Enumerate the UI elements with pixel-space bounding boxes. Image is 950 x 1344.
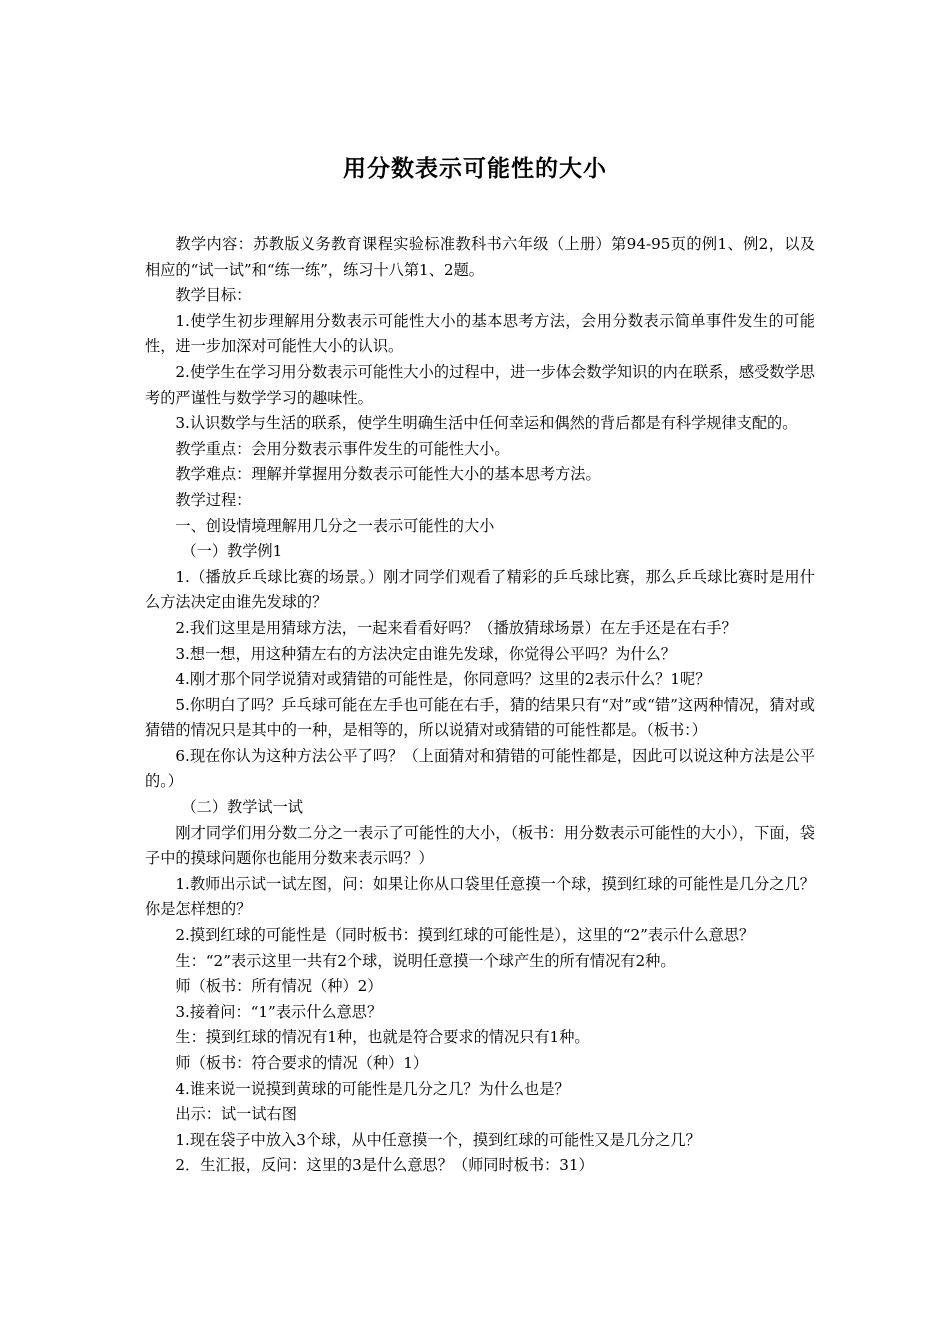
paragraph: 5.你明白了吗？乒乓球可能在左手也可能在右手，猜的结果只有“对”或“错”这两种情况，猜对或猜错的情况只是其中的一种，是相等的，所以说猜对或猜错的可能性都是。（板书：） [145, 695, 815, 740]
paragraph: 出示：试一试右图 [175, 1105, 297, 1124]
paragraph: 6.现在你认为这种方法公平了吗？（上面猜对和猜错的可能性都是，因此可以说这种方法是公平的。） [145, 746, 815, 791]
paragraph: 刚才同学们用分数二分之一表示了可能性的大小，（板书：用分数表示可能性的大小），下面，袋子中的摸球问题你也能用分数来表示吗？） [145, 823, 815, 868]
paragraph: 一、创设情境理解用几分之一表示可能性的大小 [175, 516, 495, 535]
paragraph: 1.（播放乒乓球比赛的场景。）刚才同学们观看了精彩的乒乓球比赛，那么乒乓球比赛时是用什么方法决定由谁先发球的？ [145, 567, 815, 612]
paragraph: 1.教师出示试一试左图，问：如果让你从口袋里任意摸一个球，摸到红球的可能性是几分之几？你是怎样想的？ [145, 874, 815, 919]
paragraph: 1.现在袋子中放入3个球，从中任意摸一个，摸到红球的可能性又是几分之几？ [175, 1130, 701, 1149]
paragraph: 教学难点：理解并掌握用分数表示可能性大小的基本思考方法。 [175, 465, 601, 484]
paragraph: 2.我们这里是用猜球方法，一起来看看好吗？（播放猜球场景）在左手还是在右手？ [175, 618, 737, 637]
paragraph: 生：摸到红球的情况有1种，也就是符合要求的情况只有1种。 [175, 1028, 590, 1047]
paragraph: 师（板书：所有情况（种）2） [175, 977, 383, 996]
paragraph: 教学重点：会用分数表示事件发生的可能性大小。 [175, 439, 510, 458]
paragraph: 2.使学生在学习用分数表示可能性大小的过程中，进一步体会数学知识的内在联系，感受数学思考的严谨性与数学学习的趣味性。 [145, 362, 815, 407]
paragraph: 生：“2”表示这里一共有2个球，说明任意摸一个球产生的所有情况有2种。 [175, 951, 676, 970]
paragraph: 3.想一想，用这种猜左右的方法决定由谁先发球，你觉得公平吗？为什么？ [175, 644, 676, 663]
paragraph: 4.谁来说一说摸到黄球的可能性是几分之几？为什么也是？ [175, 1079, 570, 1098]
paragraph: 2．生汇报，反问：这里的3是什么意思？（师同时板书：31） [175, 1156, 594, 1175]
paragraph: 1.使学生初步理解用分数表示可能性大小的基本思考方法，会用分数表示简单事件发生的可能性，进一步加深对可能性大小的认识。 [145, 311, 815, 356]
document-title: 用分数表示可能性的大小 [343, 156, 607, 182]
paragraph: （一）教学例1 [181, 542, 283, 561]
paragraph: 3.接着问：“1”表示什么意思？ [175, 1002, 383, 1021]
document-body [145, 232, 815, 1179]
paragraph: 4.刚才那个同学说猜对或猜错的可能性是，你同意吗？这里的2表示什么？1呢？ [175, 670, 711, 689]
paragraph: 教学目标： [175, 286, 252, 305]
paragraph: （二）教学试一试 [181, 798, 303, 817]
paragraph: 师（板书：符合要求的情况（种）1） [175, 1054, 429, 1072]
paragraph: 教学过程： [175, 490, 252, 509]
paragraph: 教学内容：苏教版义务教育课程实验标准教科书六年级（上册）第94-95页的例1、例2，以及相应的“试一试”和“练一练”，练习十八第1、2题。 [145, 235, 815, 279]
paragraph: 2.摸到红球的可能性是（同时板书：摸到红球的可能性是），这里的“2”表示什么意思？ [175, 926, 755, 945]
paragraph: 3.认识数学与生活的联系，使学生明确生活中任何幸运和偶然的背后都是有科学规律支配的。 [175, 414, 798, 433]
